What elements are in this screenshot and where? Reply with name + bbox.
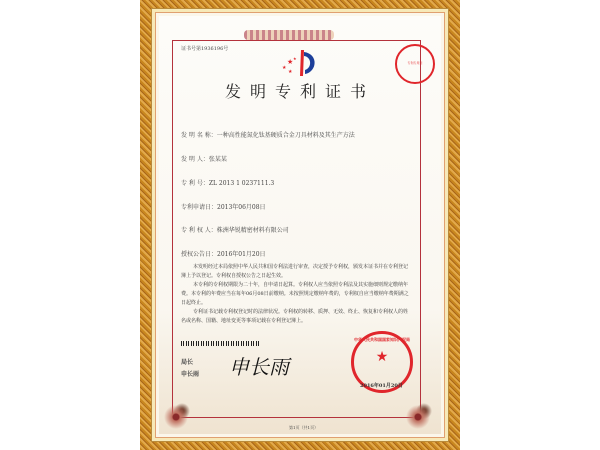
corner-ornament bbox=[161, 402, 191, 432]
grant-date: 2016年01月20日 bbox=[217, 251, 266, 258]
official-seal: 中华人民共和国国家知识产权局 ★ bbox=[351, 331, 413, 393]
seal-date: 2016年01月20日 bbox=[360, 383, 403, 389]
svg-text:★: ★ bbox=[282, 65, 287, 71]
barcode bbox=[181, 341, 259, 346]
paragraph: 本发明经过本局依照中华人民共和国专利法进行审查，决定授予专利权，颁发本证书并在专利登记簿上予以登记。专利权自授权公告之日起生效。 bbox=[181, 264, 409, 279]
patent-certificate: 证书号第1936196号 ★ ★ ★ ★ 专利专用章 发明专利证书 发 明 名 称：一种高性能氮化钛基硬质合金刀具材料及其生产方法 发 明 人：张某某 专 利 号：ZL 2013 1 0237111.3 专利申请日：2013年06月08日 专 利 权 人：株洲华锐精密材料有限公司 授权公告日：2016年01月20日 本发明经过本局依照中华人民共和国专利法进行审查，决定授予专利权，颁发本证书并在专利登记簿上予以登记。专利权自授权公告之日起生效。 本专利的专利权期限为二十年，自申请日起算。专利权人应当依照专利法及其实施细则规定缴纳年费。本专利的年费应当在每年06月08日前缴纳。未按照规定缴纳年费的，专利权自应当缴纳年费期满之日起终止。 专利证书记载专利权登记时的法律状况。专利权的转移、质押、无效、终止、恢复和专利权人的姓名或名称、国籍、地址变更等事项记载在专利登记簿上。 局长 申长雨 申长雨 中华人民共和国国家知识产权局 ★ 2016年01月20日 第1页（共1页） bbox=[159, 16, 441, 434]
picture-frame bbox=[140, 0, 460, 450]
director-signature: 申长雨 bbox=[229, 355, 289, 379]
certificate-title: 发明专利证书 bbox=[224, 82, 375, 101]
paragraph: 本专利的专利权期限为二十年，自申请日起算。专利权人应当依照专利法及其实施细则规定缴纳年费。本专利的年费应当在每年06月08日前缴纳。未按照规定缴纳年费的，专利权自应当缴纳年费期满之日起终止。 bbox=[181, 282, 409, 306]
patentee: 株洲华锐精密材料有限公司 bbox=[216, 227, 289, 234]
svg-text:★: ★ bbox=[287, 58, 294, 66]
frame-mat bbox=[151, 8, 449, 442]
director-name: 申长雨 bbox=[181, 371, 200, 378]
corner-ornament bbox=[403, 402, 433, 432]
svg-text:★: ★ bbox=[288, 69, 293, 75]
invention-name: 一种高性能氮化钛基硬质合金刀具材料及其生产方法 bbox=[216, 132, 355, 139]
application-date: 2013年06月08日 bbox=[217, 204, 266, 211]
paragraph: 专利证书记载专利权登记时的法律状况。专利权的转移、质押、无效、终止、恢复和专利权人的姓名或名称、国籍、地址变更等事项记载在专利登记簿上。 bbox=[181, 309, 409, 324]
inventor: 张某某 bbox=[208, 156, 227, 163]
cnipa-logo-icon bbox=[279, 48, 319, 78]
director-title: 局长 bbox=[181, 359, 194, 366]
certificate-number: 证书号第1936196号 bbox=[181, 46, 229, 52]
patent-number: ZL 2013 1 0237111.3 bbox=[208, 180, 275, 187]
svg-text:★: ★ bbox=[293, 56, 297, 61]
page-info: 第1页（共1页） bbox=[289, 425, 319, 430]
national-emblem-icon: ★ bbox=[375, 349, 389, 365]
small-seal: 专利专用章 bbox=[395, 44, 435, 84]
top-ornament bbox=[244, 30, 334, 40]
